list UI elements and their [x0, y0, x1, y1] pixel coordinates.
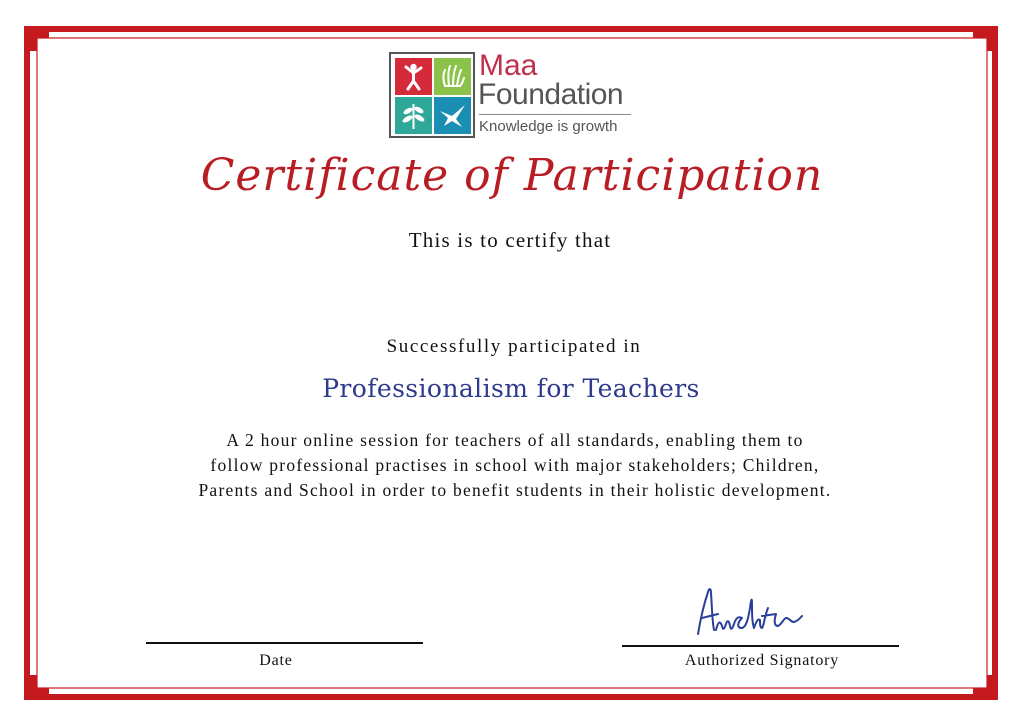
bird-icon — [434, 97, 471, 134]
authorized-signature-line — [622, 645, 899, 647]
corner-accent-br — [973, 675, 995, 697]
participated-statement: Successfully participated in — [386, 336, 642, 357]
child-figure-icon — [395, 58, 432, 95]
logo-brand-foundation: Foundation — [478, 78, 624, 111]
logo-tagline: Knowledge is growth — [479, 118, 618, 135]
certify-statement: This is to certify that — [408, 228, 612, 252]
logo-divider — [479, 114, 631, 115]
corner-accent-tl — [27, 29, 49, 51]
handwritten-signature — [690, 578, 810, 644]
description-line: Parents and School in order to benefit students in their holistic development. — [198, 480, 832, 500]
description-line: follow professional practises in school with major stakeholders; Children, — [210, 455, 820, 475]
certificate-title: Certificate of Participation — [200, 150, 824, 201]
logo-tile-grid — [389, 52, 475, 138]
description-line: A 2 hour online session for teachers of all standards, enabling them to — [226, 430, 804, 450]
program-description — [140, 428, 890, 503]
corner-accent-bl — [27, 675, 49, 697]
corner-accent-tr — [973, 29, 995, 51]
date-label: Date — [259, 652, 293, 669]
program-name: Professionalism for Teachers — [322, 374, 700, 403]
maa-foundation-logo — [389, 49, 639, 140]
authorized-signatory-label: Authorized Signatory — [684, 652, 840, 669]
leaf-icon — [395, 97, 432, 134]
hand-icon — [434, 58, 471, 95]
date-signature-line — [146, 642, 423, 644]
logo-brand-maa: Maa — [479, 49, 538, 82]
